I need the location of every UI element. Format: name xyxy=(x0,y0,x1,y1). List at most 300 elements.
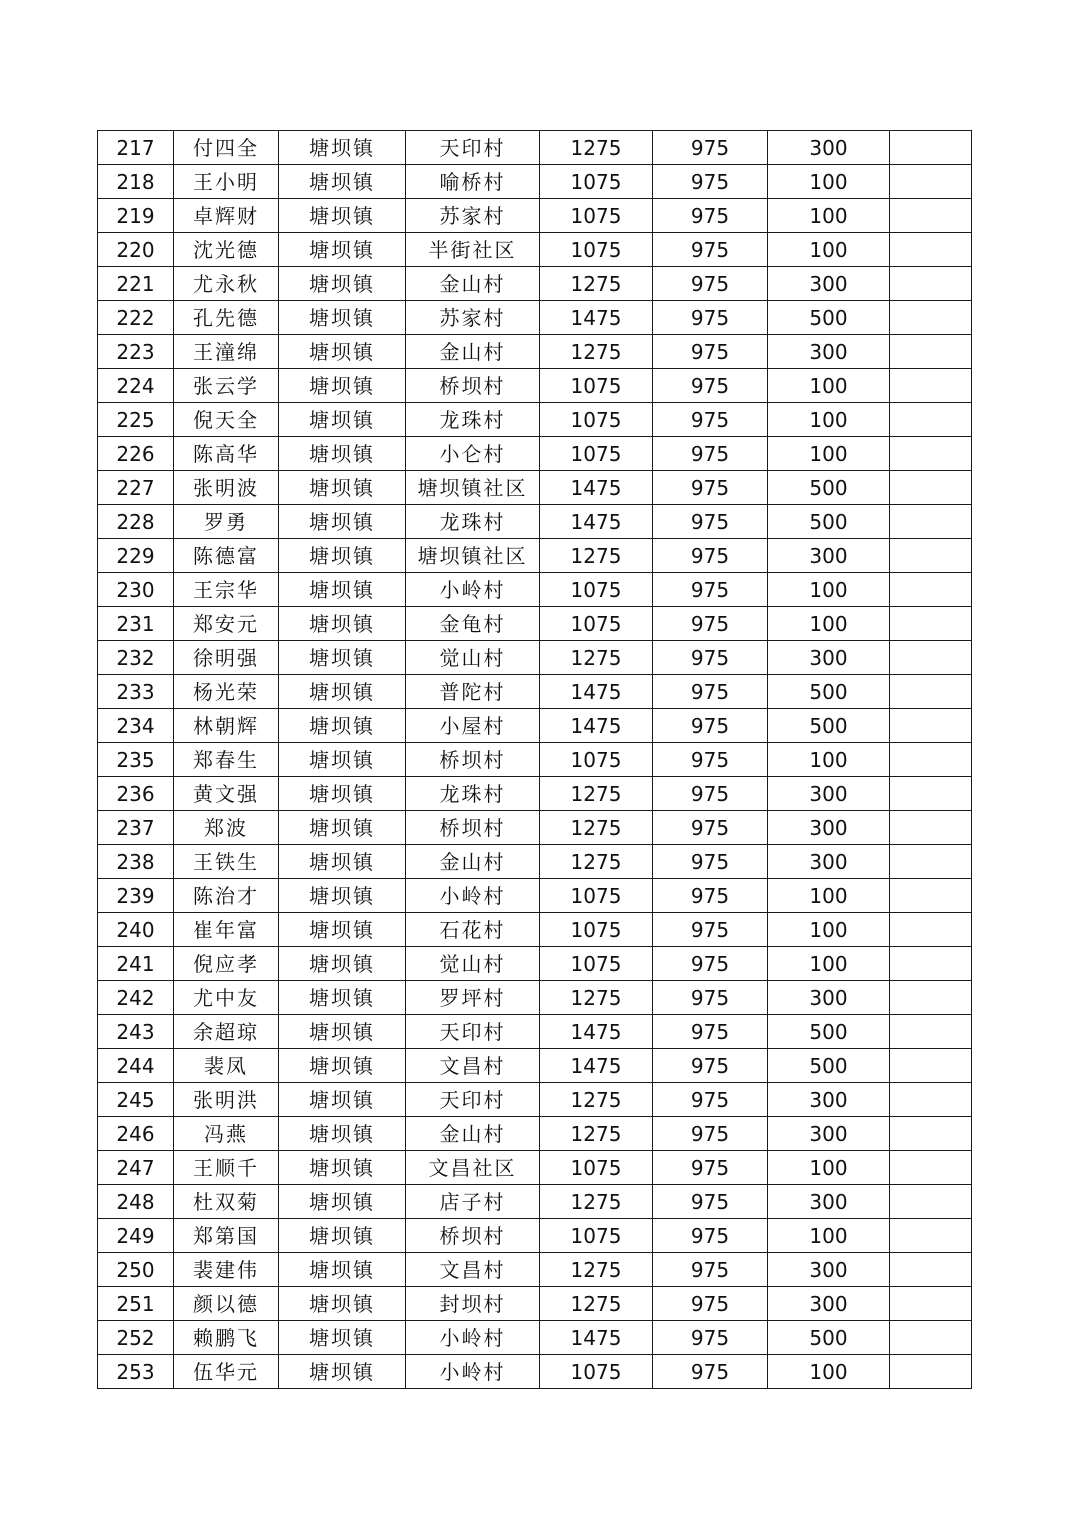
row-number-cell: 225 xyxy=(98,403,174,437)
table-row xyxy=(98,709,972,743)
base-amount-cell: 975 xyxy=(653,743,768,777)
total-amount-cell: 1275 xyxy=(540,777,653,811)
town-cell: 塘坝镇 xyxy=(279,709,406,743)
row-number-cell: 232 xyxy=(98,641,174,675)
name-cell: 余超琼 xyxy=(174,1015,279,1049)
town-cell: 塘坝镇 xyxy=(279,437,406,471)
row-number-cell: 221 xyxy=(98,267,174,301)
note-cell xyxy=(890,641,972,675)
base-amount-cell: 975 xyxy=(653,641,768,675)
name-cell: 王小明 xyxy=(174,165,279,199)
name-cell: 倪应孝 xyxy=(174,947,279,981)
base-amount-cell: 975 xyxy=(653,709,768,743)
village-cell: 龙珠村 xyxy=(406,505,540,539)
note-cell xyxy=(890,1049,972,1083)
extra-amount-cell: 500 xyxy=(768,709,890,743)
town-cell: 塘坝镇 xyxy=(279,947,406,981)
table-row xyxy=(98,267,972,301)
table-row xyxy=(98,1049,972,1083)
row-number-cell: 241 xyxy=(98,947,174,981)
note-cell xyxy=(890,845,972,879)
town-cell: 塘坝镇 xyxy=(279,199,406,233)
note-cell xyxy=(890,1219,972,1253)
total-amount-cell: 1275 xyxy=(540,1287,653,1321)
note-cell xyxy=(890,199,972,233)
village-cell: 小仑村 xyxy=(406,437,540,471)
extra-amount-cell: 500 xyxy=(768,1049,890,1083)
extra-amount-cell: 300 xyxy=(768,1185,890,1219)
row-number-cell: 222 xyxy=(98,301,174,335)
extra-amount-cell: 300 xyxy=(768,981,890,1015)
name-cell: 陈治才 xyxy=(174,879,279,913)
extra-amount-cell: 100 xyxy=(768,165,890,199)
base-amount-cell: 975 xyxy=(653,1253,768,1287)
village-cell: 桥坝村 xyxy=(406,1219,540,1253)
row-number-cell: 231 xyxy=(98,607,174,641)
name-cell: 尤中友 xyxy=(174,981,279,1015)
base-amount-cell: 975 xyxy=(653,981,768,1015)
base-amount-cell: 975 xyxy=(653,675,768,709)
total-amount-cell: 1075 xyxy=(540,165,653,199)
table-row xyxy=(98,947,972,981)
table-row xyxy=(98,1083,972,1117)
row-number-cell: 246 xyxy=(98,1117,174,1151)
row-number-cell: 233 xyxy=(98,675,174,709)
village-cell: 小岭村 xyxy=(406,1321,540,1355)
total-amount-cell: 1475 xyxy=(540,1321,653,1355)
name-cell: 颜以德 xyxy=(174,1287,279,1321)
extra-amount-cell: 500 xyxy=(768,301,890,335)
row-number-cell: 239 xyxy=(98,879,174,913)
village-cell: 天印村 xyxy=(406,1083,540,1117)
name-cell: 郑安元 xyxy=(174,607,279,641)
roster-table-body xyxy=(98,131,972,1389)
row-number-cell: 253 xyxy=(98,1355,174,1389)
table-row xyxy=(98,301,972,335)
row-number-cell: 237 xyxy=(98,811,174,845)
row-number-cell: 247 xyxy=(98,1151,174,1185)
extra-amount-cell: 100 xyxy=(768,879,890,913)
base-amount-cell: 975 xyxy=(653,1049,768,1083)
town-cell: 塘坝镇 xyxy=(279,743,406,777)
extra-amount-cell: 100 xyxy=(768,913,890,947)
base-amount-cell: 975 xyxy=(653,1185,768,1219)
town-cell: 塘坝镇 xyxy=(279,335,406,369)
name-cell: 陈德富 xyxy=(174,539,279,573)
table-row xyxy=(98,607,972,641)
row-number-cell: 242 xyxy=(98,981,174,1015)
roster-table xyxy=(97,130,972,1389)
village-cell: 文昌村 xyxy=(406,1253,540,1287)
base-amount-cell: 975 xyxy=(653,335,768,369)
note-cell xyxy=(890,1185,972,1219)
town-cell: 塘坝镇 xyxy=(279,1015,406,1049)
table-row xyxy=(98,913,972,947)
extra-amount-cell: 100 xyxy=(768,199,890,233)
town-cell: 塘坝镇 xyxy=(279,1185,406,1219)
extra-amount-cell: 100 xyxy=(768,1219,890,1253)
town-cell: 塘坝镇 xyxy=(279,845,406,879)
extra-amount-cell: 300 xyxy=(768,1117,890,1151)
base-amount-cell: 975 xyxy=(653,1151,768,1185)
village-cell: 桥坝村 xyxy=(406,811,540,845)
name-cell: 王顺千 xyxy=(174,1151,279,1185)
note-cell xyxy=(890,947,972,981)
extra-amount-cell: 100 xyxy=(768,1151,890,1185)
village-cell: 小岭村 xyxy=(406,573,540,607)
total-amount-cell: 1075 xyxy=(540,437,653,471)
total-amount-cell: 1275 xyxy=(540,539,653,573)
extra-amount-cell: 300 xyxy=(768,539,890,573)
total-amount-cell: 1075 xyxy=(540,1219,653,1253)
base-amount-cell: 975 xyxy=(653,879,768,913)
extra-amount-cell: 300 xyxy=(768,267,890,301)
total-amount-cell: 1475 xyxy=(540,1015,653,1049)
name-cell: 张云学 xyxy=(174,369,279,403)
town-cell: 塘坝镇 xyxy=(279,981,406,1015)
total-amount-cell: 1075 xyxy=(540,199,653,233)
name-cell: 倪天全 xyxy=(174,403,279,437)
note-cell xyxy=(890,267,972,301)
name-cell: 赖鹏飞 xyxy=(174,1321,279,1355)
row-number-cell: 228 xyxy=(98,505,174,539)
village-cell: 天印村 xyxy=(406,1015,540,1049)
base-amount-cell: 975 xyxy=(653,403,768,437)
town-cell: 塘坝镇 xyxy=(279,1355,406,1389)
base-amount-cell: 975 xyxy=(653,845,768,879)
row-number-cell: 229 xyxy=(98,539,174,573)
town-cell: 塘坝镇 xyxy=(279,1083,406,1117)
town-cell: 塘坝镇 xyxy=(279,573,406,607)
total-amount-cell: 1275 xyxy=(540,811,653,845)
name-cell: 郑第国 xyxy=(174,1219,279,1253)
note-cell xyxy=(890,879,972,913)
table-row xyxy=(98,1287,972,1321)
base-amount-cell: 975 xyxy=(653,573,768,607)
note-cell xyxy=(890,777,972,811)
row-number-cell: 234 xyxy=(98,709,174,743)
row-number-cell: 238 xyxy=(98,845,174,879)
base-amount-cell: 975 xyxy=(653,539,768,573)
village-cell: 苏家村 xyxy=(406,301,540,335)
row-number-cell: 236 xyxy=(98,777,174,811)
town-cell: 塘坝镇 xyxy=(279,607,406,641)
note-cell xyxy=(890,301,972,335)
base-amount-cell: 975 xyxy=(653,165,768,199)
total-amount-cell: 1075 xyxy=(540,913,653,947)
row-number-cell: 226 xyxy=(98,437,174,471)
base-amount-cell: 975 xyxy=(653,131,768,165)
total-amount-cell: 1275 xyxy=(540,335,653,369)
town-cell: 塘坝镇 xyxy=(279,1253,406,1287)
extra-amount-cell: 100 xyxy=(768,437,890,471)
village-cell: 石花村 xyxy=(406,913,540,947)
row-number-cell: 250 xyxy=(98,1253,174,1287)
name-cell: 裴凤 xyxy=(174,1049,279,1083)
name-cell: 林朝辉 xyxy=(174,709,279,743)
town-cell: 塘坝镇 xyxy=(279,369,406,403)
note-cell xyxy=(890,471,972,505)
total-amount-cell: 1075 xyxy=(540,573,653,607)
name-cell: 张明波 xyxy=(174,471,279,505)
village-cell: 普陀村 xyxy=(406,675,540,709)
base-amount-cell: 975 xyxy=(653,1287,768,1321)
extra-amount-cell: 100 xyxy=(768,947,890,981)
table-row xyxy=(98,1321,972,1355)
note-cell xyxy=(890,505,972,539)
table-row xyxy=(98,1015,972,1049)
name-cell: 裴建伟 xyxy=(174,1253,279,1287)
base-amount-cell: 975 xyxy=(653,267,768,301)
note-cell xyxy=(890,335,972,369)
village-cell: 小屋村 xyxy=(406,709,540,743)
row-number-cell: 227 xyxy=(98,471,174,505)
table-row xyxy=(98,505,972,539)
name-cell: 王宗华 xyxy=(174,573,279,607)
town-cell: 塘坝镇 xyxy=(279,1151,406,1185)
base-amount-cell: 975 xyxy=(653,1015,768,1049)
name-cell: 陈高华 xyxy=(174,437,279,471)
table-row xyxy=(98,641,972,675)
note-cell xyxy=(890,1117,972,1151)
note-cell xyxy=(890,709,972,743)
name-cell: 尤永秋 xyxy=(174,267,279,301)
note-cell xyxy=(890,1083,972,1117)
town-cell: 塘坝镇 xyxy=(279,777,406,811)
note-cell xyxy=(890,403,972,437)
table-row xyxy=(98,811,972,845)
table-row xyxy=(98,675,972,709)
base-amount-cell: 975 xyxy=(653,301,768,335)
table-row xyxy=(98,1219,972,1253)
total-amount-cell: 1075 xyxy=(540,607,653,641)
total-amount-cell: 1275 xyxy=(540,1083,653,1117)
town-cell: 塘坝镇 xyxy=(279,539,406,573)
note-cell xyxy=(890,913,972,947)
table-row xyxy=(98,369,972,403)
note-cell xyxy=(890,573,972,607)
base-amount-cell: 975 xyxy=(653,811,768,845)
total-amount-cell: 1475 xyxy=(540,301,653,335)
village-cell: 金龟村 xyxy=(406,607,540,641)
town-cell: 塘坝镇 xyxy=(279,301,406,335)
row-number-cell: 230 xyxy=(98,573,174,607)
village-cell: 金山村 xyxy=(406,845,540,879)
name-cell: 王铁生 xyxy=(174,845,279,879)
table-row xyxy=(98,845,972,879)
note-cell xyxy=(890,981,972,1015)
town-cell: 塘坝镇 xyxy=(279,471,406,505)
note-cell xyxy=(890,539,972,573)
note-cell xyxy=(890,743,972,777)
extra-amount-cell: 300 xyxy=(768,335,890,369)
extra-amount-cell: 100 xyxy=(768,743,890,777)
town-cell: 塘坝镇 xyxy=(279,1321,406,1355)
extra-amount-cell: 300 xyxy=(768,1253,890,1287)
extra-amount-cell: 300 xyxy=(768,131,890,165)
village-cell: 金山村 xyxy=(406,335,540,369)
total-amount-cell: 1075 xyxy=(540,879,653,913)
row-number-cell: 248 xyxy=(98,1185,174,1219)
note-cell xyxy=(890,1287,972,1321)
note-cell xyxy=(890,165,972,199)
total-amount-cell: 1275 xyxy=(540,641,653,675)
extra-amount-cell: 100 xyxy=(768,233,890,267)
total-amount-cell: 1275 xyxy=(540,267,653,301)
extra-amount-cell: 500 xyxy=(768,675,890,709)
table-row xyxy=(98,403,972,437)
village-cell: 塘坝镇社区 xyxy=(406,539,540,573)
row-number-cell: 224 xyxy=(98,369,174,403)
note-cell xyxy=(890,675,972,709)
base-amount-cell: 975 xyxy=(653,777,768,811)
table-row xyxy=(98,165,972,199)
village-cell: 半街社区 xyxy=(406,233,540,267)
note-cell xyxy=(890,811,972,845)
table-row xyxy=(98,437,972,471)
total-amount-cell: 1475 xyxy=(540,675,653,709)
note-cell xyxy=(890,1355,972,1389)
row-number-cell: 252 xyxy=(98,1321,174,1355)
total-amount-cell: 1275 xyxy=(540,981,653,1015)
extra-amount-cell: 500 xyxy=(768,1015,890,1049)
name-cell: 徐明强 xyxy=(174,641,279,675)
name-cell: 孔先德 xyxy=(174,301,279,335)
base-amount-cell: 975 xyxy=(653,607,768,641)
row-number-cell: 218 xyxy=(98,165,174,199)
total-amount-cell: 1075 xyxy=(540,743,653,777)
note-cell xyxy=(890,1321,972,1355)
note-cell xyxy=(890,607,972,641)
village-cell: 罗坪村 xyxy=(406,981,540,1015)
base-amount-cell: 975 xyxy=(653,1219,768,1253)
table-row xyxy=(98,233,972,267)
name-cell: 伍华元 xyxy=(174,1355,279,1389)
row-number-cell: 249 xyxy=(98,1219,174,1253)
base-amount-cell: 975 xyxy=(653,369,768,403)
town-cell: 塘坝镇 xyxy=(279,675,406,709)
table-row xyxy=(98,879,972,913)
base-amount-cell: 975 xyxy=(653,437,768,471)
total-amount-cell: 1275 xyxy=(540,1253,653,1287)
town-cell: 塘坝镇 xyxy=(279,1049,406,1083)
table-row xyxy=(98,199,972,233)
table-row xyxy=(98,131,972,165)
total-amount-cell: 1275 xyxy=(540,1185,653,1219)
village-cell: 桥坝村 xyxy=(406,743,540,777)
table-row xyxy=(98,573,972,607)
total-amount-cell: 1075 xyxy=(540,1355,653,1389)
village-cell: 天印村 xyxy=(406,131,540,165)
extra-amount-cell: 100 xyxy=(768,369,890,403)
total-amount-cell: 1275 xyxy=(540,845,653,879)
total-amount-cell: 1275 xyxy=(540,131,653,165)
village-cell: 小岭村 xyxy=(406,879,540,913)
total-amount-cell: 1475 xyxy=(540,1049,653,1083)
village-cell: 苏家村 xyxy=(406,199,540,233)
base-amount-cell: 975 xyxy=(653,913,768,947)
base-amount-cell: 975 xyxy=(653,233,768,267)
village-cell: 文昌村 xyxy=(406,1049,540,1083)
extra-amount-cell: 100 xyxy=(768,1355,890,1389)
extra-amount-cell: 500 xyxy=(768,1321,890,1355)
row-number-cell: 235 xyxy=(98,743,174,777)
extra-amount-cell: 300 xyxy=(768,641,890,675)
extra-amount-cell: 100 xyxy=(768,403,890,437)
name-cell: 杜双菊 xyxy=(174,1185,279,1219)
table-row xyxy=(98,471,972,505)
town-cell: 塘坝镇 xyxy=(279,811,406,845)
extra-amount-cell: 300 xyxy=(768,811,890,845)
base-amount-cell: 975 xyxy=(653,1117,768,1151)
row-number-cell: 244 xyxy=(98,1049,174,1083)
town-cell: 塘坝镇 xyxy=(279,1117,406,1151)
row-number-cell: 251 xyxy=(98,1287,174,1321)
village-cell: 封坝村 xyxy=(406,1287,540,1321)
name-cell: 卓辉财 xyxy=(174,199,279,233)
extra-amount-cell: 100 xyxy=(768,573,890,607)
village-cell: 金山村 xyxy=(406,267,540,301)
name-cell: 郑春生 xyxy=(174,743,279,777)
name-cell: 罗勇 xyxy=(174,505,279,539)
total-amount-cell: 1475 xyxy=(540,709,653,743)
extra-amount-cell: 500 xyxy=(768,505,890,539)
note-cell xyxy=(890,131,972,165)
town-cell: 塘坝镇 xyxy=(279,879,406,913)
town-cell: 塘坝镇 xyxy=(279,505,406,539)
extra-amount-cell: 300 xyxy=(768,1287,890,1321)
row-number-cell: 245 xyxy=(98,1083,174,1117)
row-number-cell: 220 xyxy=(98,233,174,267)
extra-amount-cell: 500 xyxy=(768,471,890,505)
note-cell xyxy=(890,1151,972,1185)
name-cell: 杨光荣 xyxy=(174,675,279,709)
base-amount-cell: 975 xyxy=(653,947,768,981)
table-row xyxy=(98,743,972,777)
row-number-cell: 243 xyxy=(98,1015,174,1049)
village-cell: 文昌社区 xyxy=(406,1151,540,1185)
table-row xyxy=(98,1355,972,1389)
note-cell xyxy=(890,1015,972,1049)
extra-amount-cell: 300 xyxy=(768,845,890,879)
table-row xyxy=(98,1151,972,1185)
name-cell: 郑波 xyxy=(174,811,279,845)
note-cell xyxy=(890,437,972,471)
total-amount-cell: 1275 xyxy=(540,1117,653,1151)
name-cell: 冯燕 xyxy=(174,1117,279,1151)
name-cell: 付四全 xyxy=(174,131,279,165)
row-number-cell: 223 xyxy=(98,335,174,369)
village-cell: 觉山村 xyxy=(406,947,540,981)
total-amount-cell: 1075 xyxy=(540,403,653,437)
base-amount-cell: 975 xyxy=(653,199,768,233)
note-cell xyxy=(890,1253,972,1287)
note-cell xyxy=(890,233,972,267)
name-cell: 王潼绵 xyxy=(174,335,279,369)
name-cell: 崔年富 xyxy=(174,913,279,947)
base-amount-cell: 975 xyxy=(653,1083,768,1117)
table-row xyxy=(98,777,972,811)
village-cell: 喻桥村 xyxy=(406,165,540,199)
total-amount-cell: 1075 xyxy=(540,369,653,403)
name-cell: 张明洪 xyxy=(174,1083,279,1117)
base-amount-cell: 975 xyxy=(653,1321,768,1355)
town-cell: 塘坝镇 xyxy=(279,233,406,267)
village-cell: 小岭村 xyxy=(406,1355,540,1389)
base-amount-cell: 975 xyxy=(653,1355,768,1389)
total-amount-cell: 1475 xyxy=(540,471,653,505)
town-cell: 塘坝镇 xyxy=(279,1287,406,1321)
